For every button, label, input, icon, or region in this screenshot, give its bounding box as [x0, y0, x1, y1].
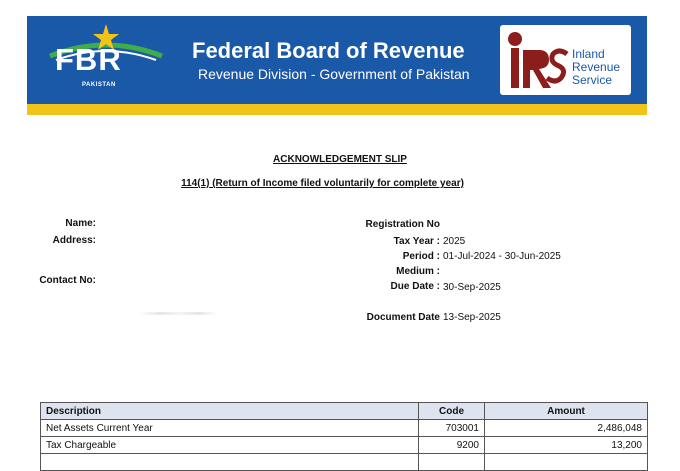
table-header-row [41, 403, 648, 420]
row-amount: 13,200 [485, 437, 648, 454]
banner-subtitle: Revenue Division - Government of Pakistan [198, 66, 470, 82]
period-value: 01-Jul-2024 - 30-Jun-2025 [443, 251, 561, 262]
row-amount: 2,486,048 [485, 420, 648, 437]
document-date-label: Document Date [366, 312, 440, 323]
contact-label: Contact No: [39, 275, 96, 286]
row-description: Tax Chargeable [41, 437, 419, 454]
banner-title: Federal Board of Revenue [192, 38, 465, 63]
irs-logo-text [572, 48, 620, 87]
tax-year-value: 2025 [443, 236, 466, 247]
irs-line-3: Service [572, 73, 613, 87]
irs-line-1: Inland [572, 47, 605, 61]
redacted-text [140, 312, 218, 315]
slip-subtitle: 114(1) (Return of Income filed voluntarily for complete year) [181, 178, 464, 189]
tax-summary-table [40, 402, 648, 471]
medium-label: Medium : [396, 266, 440, 277]
slip-title: ACKNOWLEDGEMENT SLIP [273, 154, 407, 165]
document-date-value: 13-Sep-2025 [443, 312, 501, 323]
table-row [41, 437, 648, 454]
due-date-value: 30-Sep-2025 [443, 282, 501, 293]
header-code: Code [419, 403, 485, 420]
row-description: Net Assets Current Year [41, 420, 419, 437]
irs-line-2: Revenue [572, 60, 621, 74]
registration-label: Registration No [365, 219, 440, 230]
row-code: 703001 [419, 420, 485, 437]
irs-logo-mark [503, 26, 571, 94]
row-amount-cut [485, 454, 648, 471]
header-stripe [27, 104, 647, 115]
header-description: Description [41, 403, 419, 420]
period-label: Period : [402, 251, 440, 262]
address-label: Address: [52, 235, 96, 246]
tax-year-label: Tax Year : [393, 236, 440, 247]
header-amount: Amount [485, 403, 648, 420]
row-code-cut [419, 454, 485, 471]
fbr-logo-text: FBR [55, 42, 122, 77]
fbr-logo-subtext: PAKISTAN [82, 82, 116, 88]
table-row [41, 420, 648, 437]
due-date-label: Due Date : [390, 281, 440, 292]
row-description-cut [41, 454, 419, 471]
row-code: 9200 [419, 437, 485, 454]
name-label: Name: [65, 218, 96, 229]
table-row-cut-off [41, 454, 648, 471]
